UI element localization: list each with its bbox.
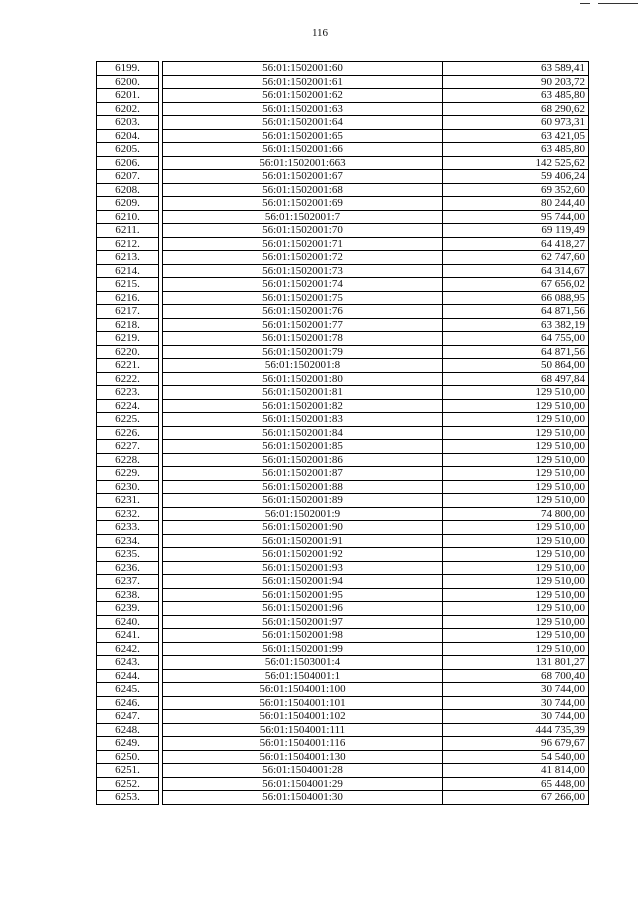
row-number-cell: 6202.: [97, 102, 159, 116]
table-row: [97, 426, 589, 440]
table-row: [97, 777, 589, 791]
row-number-cell: 6235.: [97, 548, 159, 562]
table-row: [97, 102, 589, 116]
cadastral-number-cell: 56:01:1502001:74: [163, 278, 443, 292]
table-row: [97, 453, 589, 467]
row-number-cell: 6224.: [97, 399, 159, 413]
table-body: [97, 62, 589, 805]
cadastral-number-cell: 56:01:1504001:116: [163, 737, 443, 751]
table-row: [97, 264, 589, 278]
table-row: [97, 548, 589, 562]
table-row: [97, 318, 589, 332]
row-number-cell: 6200.: [97, 75, 159, 89]
table-row: [97, 750, 589, 764]
cadastral-number-cell: 56:01:1502001:90: [163, 521, 443, 535]
cadastral-number-cell: 56:01:1502001:66: [163, 143, 443, 157]
cadastral-number-cell: 56:01:1502001:73: [163, 264, 443, 278]
cadastral-number-cell: 56:01:1502001:86: [163, 453, 443, 467]
value-cell: 63 485,80: [443, 89, 589, 103]
row-number-cell: 6205.: [97, 143, 159, 157]
row-number-cell: 6233.: [97, 521, 159, 535]
cadastral-number-cell: 56:01:1502001:63: [163, 102, 443, 116]
row-number-cell: 6248.: [97, 723, 159, 737]
row-number-cell: 6228.: [97, 453, 159, 467]
cadastral-number-cell: 56:01:1502001:65: [163, 129, 443, 143]
table-row: [97, 116, 589, 130]
value-cell: 64 755,00: [443, 332, 589, 346]
table-row: [97, 345, 589, 359]
row-number-cell: 6213.: [97, 251, 159, 265]
table-row: [97, 696, 589, 710]
row-number-cell: 6240.: [97, 615, 159, 629]
value-cell: 95 744,00: [443, 210, 589, 224]
value-cell: 129 510,00: [443, 602, 589, 616]
row-number-cell: 6250.: [97, 750, 159, 764]
row-number-cell: 6203.: [97, 116, 159, 130]
table-row: [97, 224, 589, 238]
value-cell: 80 244,40: [443, 197, 589, 211]
value-cell: 129 510,00: [443, 467, 589, 481]
row-number-cell: 6218.: [97, 318, 159, 332]
cadastral-number-cell: 56:01:1502001:67: [163, 170, 443, 184]
row-number-cell: 6217.: [97, 305, 159, 319]
row-number-cell: 6246.: [97, 696, 159, 710]
value-cell: 129 510,00: [443, 615, 589, 629]
value-cell: 129 510,00: [443, 642, 589, 656]
table-row: [97, 629, 589, 643]
value-cell: 64 871,56: [443, 345, 589, 359]
table-row: [97, 561, 589, 575]
value-cell: 63 485,80: [443, 143, 589, 157]
row-number-cell: 6229.: [97, 467, 159, 481]
cadastral-number-cell: 56:01:1502001:80: [163, 372, 443, 386]
row-number-cell: 6199.: [97, 62, 159, 76]
cadastral-number-cell: 56:01:1502001:95: [163, 588, 443, 602]
table-row: [97, 305, 589, 319]
cadastral-number-cell: 56:01:1502001:81: [163, 386, 443, 400]
table-row: [97, 521, 589, 535]
row-number-cell: 6212.: [97, 237, 159, 251]
row-number-cell: 6216.: [97, 291, 159, 305]
table-row: [97, 507, 589, 521]
cadastral-number-cell: 56:01:1504001:29: [163, 777, 443, 791]
cadastral-number-cell: 56:01:1502001:68: [163, 183, 443, 197]
row-number-cell: 6243.: [97, 656, 159, 670]
table-row: [97, 413, 589, 427]
table-row: [97, 723, 589, 737]
value-cell: 63 589,41: [443, 62, 589, 76]
row-number-cell: 6227.: [97, 440, 159, 454]
cadastral-number-cell: 56:01:1502001:84: [163, 426, 443, 440]
row-number-cell: 6206.: [97, 156, 159, 170]
cadastral-number-cell: 56:01:1502001:93: [163, 561, 443, 575]
value-cell: 142 525,62: [443, 156, 589, 170]
row-number-cell: 6215.: [97, 278, 159, 292]
value-cell: 129 510,00: [443, 521, 589, 535]
table-row: [97, 372, 589, 386]
table-row: [97, 197, 589, 211]
cadastral-number-cell: 56:01:1502001:83: [163, 413, 443, 427]
table-row: [97, 143, 589, 157]
value-cell: 54 540,00: [443, 750, 589, 764]
value-cell: 129 510,00: [443, 575, 589, 589]
table-row: [97, 291, 589, 305]
row-number-cell: 6222.: [97, 372, 159, 386]
row-number-cell: 6211.: [97, 224, 159, 238]
row-number-cell: 6219.: [97, 332, 159, 346]
table-row: [97, 440, 589, 454]
cadastral-number-cell: 56:01:1502001:75: [163, 291, 443, 305]
table-row: [97, 332, 589, 346]
table-row: [97, 480, 589, 494]
cadastral-number-cell: 56:01:1502001:91: [163, 534, 443, 548]
value-cell: 129 510,00: [443, 386, 589, 400]
table-row: [97, 669, 589, 683]
value-cell: 129 510,00: [443, 453, 589, 467]
value-cell: 30 744,00: [443, 683, 589, 697]
value-cell: 59 406,24: [443, 170, 589, 184]
table-row: [97, 359, 589, 373]
cadastral-number-cell: 56:01:1502001:89: [163, 494, 443, 508]
cadastral-number-cell: 56:01:1502001:85: [163, 440, 443, 454]
table-row: [97, 75, 589, 89]
cadastral-number-cell: 56:01:1502001:7: [163, 210, 443, 224]
value-cell: 63 421,05: [443, 129, 589, 143]
value-cell: 68 497,84: [443, 372, 589, 386]
table-row: [97, 575, 589, 589]
cadastral-number-cell: 56:01:1504001:111: [163, 723, 443, 737]
value-cell: 129 510,00: [443, 440, 589, 454]
row-number-cell: 6232.: [97, 507, 159, 521]
cadastral-number-cell: 56:01:1502001:87: [163, 467, 443, 481]
table-row: [97, 278, 589, 292]
cadastral-number-cell: 56:01:1502001:60: [163, 62, 443, 76]
value-cell: 129 510,00: [443, 548, 589, 562]
table-row: [97, 399, 589, 413]
table-row: [97, 737, 589, 751]
cadastral-number-cell: 56:01:1502001:64: [163, 116, 443, 130]
row-number-cell: 6251.: [97, 764, 159, 778]
value-cell: 129 510,00: [443, 413, 589, 427]
table-row: [97, 210, 589, 224]
cadastral-number-cell: 56:01:1502001:96: [163, 602, 443, 616]
value-cell: 64 418,27: [443, 237, 589, 251]
cadastral-number-cell: 56:01:1504001:101: [163, 696, 443, 710]
cadastral-number-cell: 56:01:1502001:78: [163, 332, 443, 346]
row-number-cell: 6234.: [97, 534, 159, 548]
table-row: [97, 764, 589, 778]
value-cell: 67 266,00: [443, 791, 589, 805]
row-number-cell: 6226.: [97, 426, 159, 440]
value-cell: 68 290,62: [443, 102, 589, 116]
cadastral-value-table: [96, 61, 589, 805]
cadastral-number-cell: 56:01:1504001:1: [163, 669, 443, 683]
value-cell: 69 352,60: [443, 183, 589, 197]
row-number-cell: 6210.: [97, 210, 159, 224]
row-number-cell: 6236.: [97, 561, 159, 575]
table-row: [97, 683, 589, 697]
value-cell: 96 679,67: [443, 737, 589, 751]
value-cell: 129 510,00: [443, 534, 589, 548]
cadastral-number-cell: 56:01:1502001:62: [163, 89, 443, 103]
row-number-cell: 6239.: [97, 602, 159, 616]
table-row: [97, 656, 589, 670]
row-number-cell: 6249.: [97, 737, 159, 751]
table-row: [97, 62, 589, 76]
cadastral-number-cell: 56:01:1502001:72: [163, 251, 443, 265]
table-row: [97, 791, 589, 805]
row-number-cell: 6253.: [97, 791, 159, 805]
cadastral-number-cell: 56:01:1502001:98: [163, 629, 443, 643]
table-row: [97, 386, 589, 400]
value-cell: 129 510,00: [443, 480, 589, 494]
row-number-cell: 6237.: [97, 575, 159, 589]
cadastral-number-cell: 56:01:1502001:69: [163, 197, 443, 211]
cadastral-number-cell: 56:01:1504001:102: [163, 710, 443, 724]
table-row: [97, 183, 589, 197]
cadastral-number-cell: 56:01:1502001:8: [163, 359, 443, 373]
cadastral-number-cell: 56:01:1504001:100: [163, 683, 443, 697]
cadastral-number-cell: 56:01:1502001:88: [163, 480, 443, 494]
cadastral-number-cell: 56:01:1504001:130: [163, 750, 443, 764]
row-number-cell: 6241.: [97, 629, 159, 643]
row-number-cell: 6252.: [97, 777, 159, 791]
row-number-cell: 6245.: [97, 683, 159, 697]
table-row: [97, 534, 589, 548]
value-cell: 66 088,95: [443, 291, 589, 305]
row-number-cell: 6223.: [97, 386, 159, 400]
cadastral-number-cell: 56:01:1502001:663: [163, 156, 443, 170]
table-row: [97, 588, 589, 602]
table-row: [97, 494, 589, 508]
table-row: [97, 129, 589, 143]
cadastral-number-cell: 56:01:1504001:28: [163, 764, 443, 778]
row-number-cell: 6207.: [97, 170, 159, 184]
value-cell: 90 203,72: [443, 75, 589, 89]
row-number-cell: 6204.: [97, 129, 159, 143]
table-row: [97, 237, 589, 251]
value-cell: 64 314,67: [443, 264, 589, 278]
cadastral-number-cell: 56:01:1503001:4: [163, 656, 443, 670]
page-number: 116: [311, 27, 329, 39]
corner-marks: [580, 0, 640, 6]
value-cell: 62 747,60: [443, 251, 589, 265]
cadastral-number-cell: 56:01:1502001:97: [163, 615, 443, 629]
value-cell: 69 119,49: [443, 224, 589, 238]
row-number-cell: 6231.: [97, 494, 159, 508]
cadastral-number-cell: 56:01:1502001:70: [163, 224, 443, 238]
value-cell: 30 744,00: [443, 710, 589, 724]
value-cell: 129 510,00: [443, 399, 589, 413]
value-cell: 60 973,31: [443, 116, 589, 130]
table-row: [97, 602, 589, 616]
value-cell: 63 382,19: [443, 318, 589, 332]
table-row: [97, 642, 589, 656]
value-cell: 129 510,00: [443, 629, 589, 643]
row-number-cell: 6242.: [97, 642, 159, 656]
table-row: [97, 467, 589, 481]
value-cell: 30 744,00: [443, 696, 589, 710]
row-number-cell: 6230.: [97, 480, 159, 494]
row-number-cell: 6221.: [97, 359, 159, 373]
value-cell: 444 735,39: [443, 723, 589, 737]
table-row: [97, 251, 589, 265]
cadastral-number-cell: 56:01:1504001:30: [163, 791, 443, 805]
value-cell: 129 510,00: [443, 494, 589, 508]
cadastral-number-cell: 56:01:1502001:76: [163, 305, 443, 319]
row-number-cell: 6209.: [97, 197, 159, 211]
row-number-cell: 6220.: [97, 345, 159, 359]
value-cell: 65 448,00: [443, 777, 589, 791]
cadastral-number-cell: 56:01:1502001:82: [163, 399, 443, 413]
row-number-cell: 6225.: [97, 413, 159, 427]
cadastral-number-cell: 56:01:1502001:92: [163, 548, 443, 562]
value-cell: 129 510,00: [443, 588, 589, 602]
value-cell: 64 871,56: [443, 305, 589, 319]
cadastral-number-cell: 56:01:1502001:79: [163, 345, 443, 359]
row-number-cell: 6244.: [97, 669, 159, 683]
cadastral-number-cell: 56:01:1502001:9: [163, 507, 443, 521]
table-row: [97, 156, 589, 170]
cadastral-number-cell: 56:01:1502001:99: [163, 642, 443, 656]
row-number-cell: 6214.: [97, 264, 159, 278]
value-cell: 50 864,00: [443, 359, 589, 373]
table-row: [97, 89, 589, 103]
value-cell: 74 800,00: [443, 507, 589, 521]
row-number-cell: 6238.: [97, 588, 159, 602]
cadastral-number-cell: 56:01:1502001:71: [163, 237, 443, 251]
table-row: [97, 710, 589, 724]
value-cell: 129 510,00: [443, 426, 589, 440]
cadastral-number-cell: 56:01:1502001:77: [163, 318, 443, 332]
value-cell: 129 510,00: [443, 561, 589, 575]
row-number-cell: 6247.: [97, 710, 159, 724]
cadastral-number-cell: 56:01:1502001:94: [163, 575, 443, 589]
value-cell: 67 656,02: [443, 278, 589, 292]
table-row: [97, 615, 589, 629]
value-cell: 68 700,40: [443, 669, 589, 683]
value-cell: 131 801,27: [443, 656, 589, 670]
row-number-cell: 6208.: [97, 183, 159, 197]
row-number-cell: 6201.: [97, 89, 159, 103]
value-cell: 41 814,00: [443, 764, 589, 778]
cadastral-number-cell: 56:01:1502001:61: [163, 75, 443, 89]
table-row: [97, 170, 589, 184]
